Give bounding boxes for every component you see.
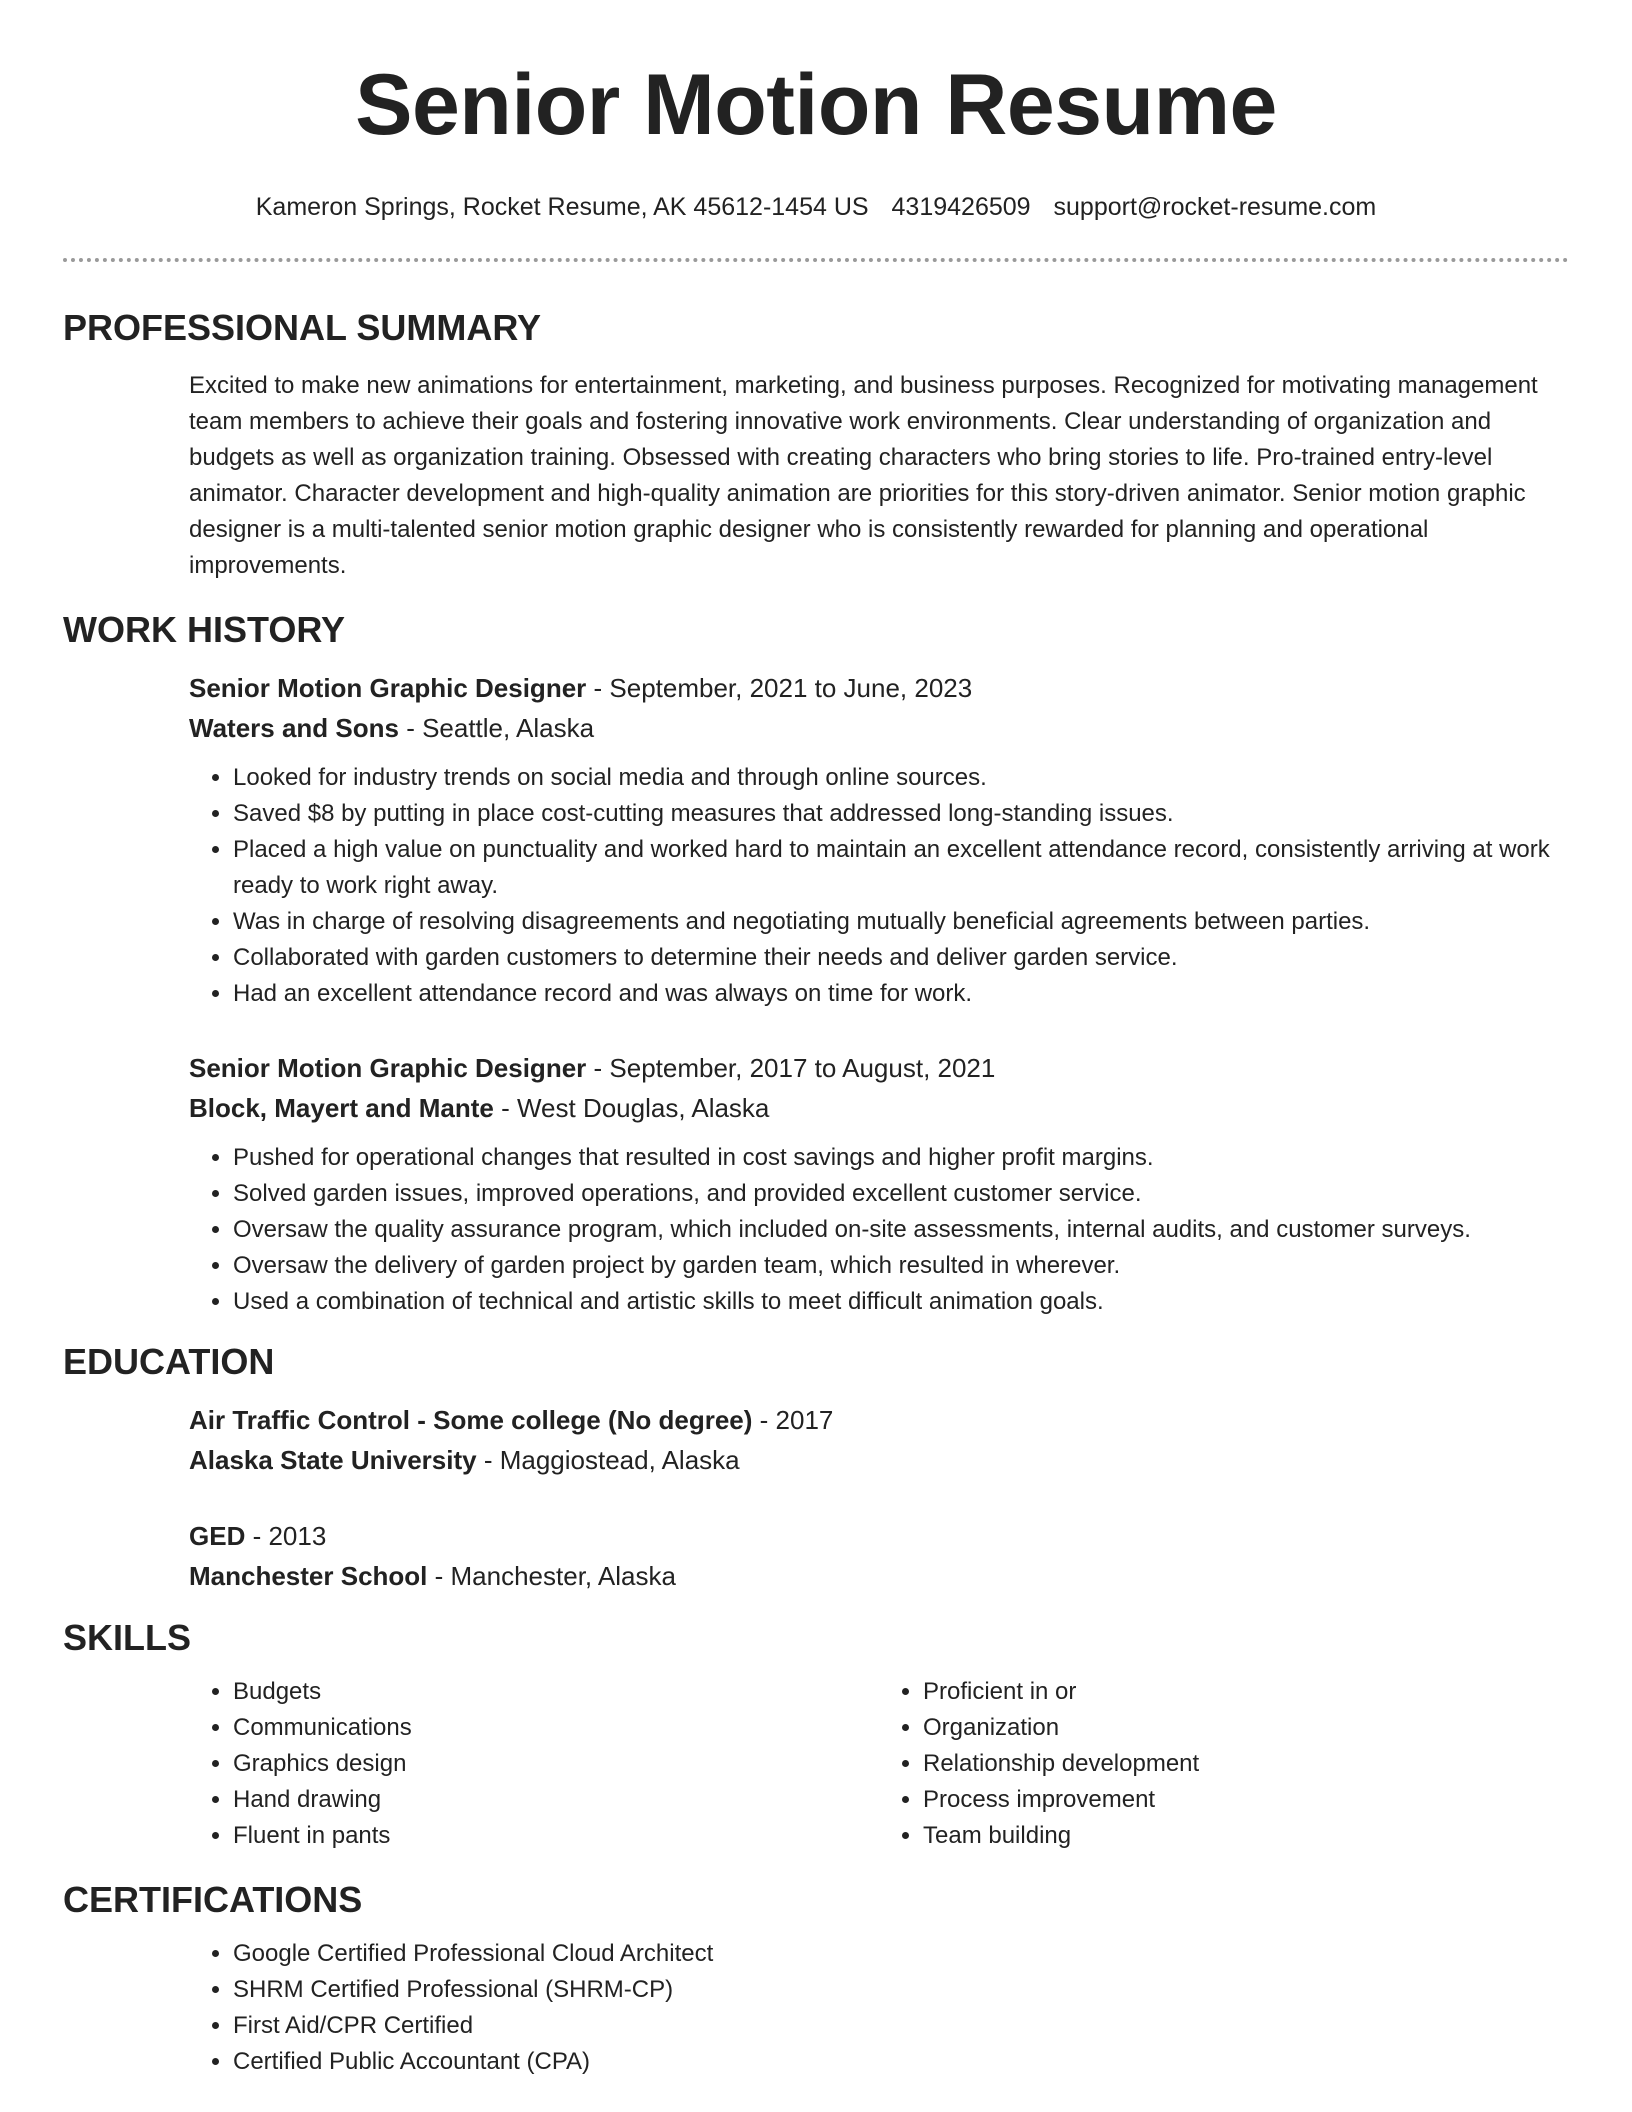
job-company-line — [189, 1088, 1569, 1128]
education-entry — [189, 1400, 1569, 1480]
job-title-line — [189, 668, 1569, 708]
skills-column-right — [879, 1674, 1569, 1854]
skills-column-left — [189, 1674, 879, 1854]
skill-item: • Communications — [233, 1710, 879, 1746]
school-line — [189, 1440, 1569, 1480]
skill-item: • Graphics design — [233, 1746, 879, 1782]
job-role: Senior Motion Graphic Designer — [189, 673, 587, 703]
job-bullet: • Pushed for operational changes that resulted in cost savings and higher profit margins. — [233, 1140, 1569, 1176]
job-bullet: • Was in charge of resolving disagreements and negotiating mutually beneficial agreements between parties. — [233, 904, 1569, 940]
job-location: - West Douglas, Alaska — [493, 1093, 770, 1123]
skills-list — [189, 1674, 1569, 1854]
work-history-heading: WORK HISTORY — [63, 609, 346, 650]
job-bullet: • Solved garden issues, improved operations, and provided excellent customer service. — [233, 1176, 1569, 1212]
skill-item: • Budgets — [233, 1674, 879, 1710]
job-role: Senior Motion Graphic Designer — [189, 1053, 587, 1083]
job-bullet: • Had an excellent attendance record and was always on time for work. — [233, 976, 1569, 1012]
job-entry — [189, 1048, 1569, 1320]
job-company: Block, Mayert and Mante — [189, 1093, 494, 1123]
job-bullet: • Collaborated with garden customers to determine their needs and deliver garden service. — [233, 940, 1569, 976]
contact-phone: 4319426509 — [891, 193, 1031, 221]
certifications-list — [189, 1936, 1569, 2080]
work-history-list — [189, 668, 1569, 1320]
skill-item: • Proficient in or — [923, 1674, 1569, 1710]
summary-heading: PROFESSIONAL SUMMARY — [63, 307, 542, 348]
degree-name: Air Traffic Control - Some college (No degree) — [189, 1405, 753, 1435]
certification-item: • First Aid/CPR Certified — [233, 2008, 1569, 2044]
job-bullets — [189, 1140, 1569, 1320]
school-name: Manchester School — [189, 1561, 428, 1591]
job-dates: - September, 2017 to August, 2021 — [586, 1053, 996, 1083]
header-divider — [63, 258, 1569, 262]
education-entry — [189, 1516, 1569, 1596]
job-company-line — [189, 708, 1569, 748]
school-location: - Manchester, Alaska — [427, 1561, 676, 1591]
resume-title: Senior Motion Resume — [355, 57, 1277, 153]
skill-item: • Fluent in pants — [233, 1818, 879, 1854]
skill-item: • Team building — [923, 1818, 1569, 1854]
degree-name: GED — [189, 1521, 246, 1551]
skill-item: • Relationship development — [923, 1746, 1569, 1782]
certifications-bullets — [189, 1936, 1569, 2080]
skills-heading: SKILLS — [63, 1617, 192, 1658]
school-line — [189, 1556, 1569, 1596]
job-dates: - September, 2021 to June, 2023 — [586, 673, 973, 703]
education-list — [189, 1400, 1569, 1596]
job-bullet: • Looked for industry trends on social media and through online sources. — [233, 760, 1569, 796]
skill-item: • Process improvement — [923, 1782, 1569, 1818]
degree-line — [189, 1400, 1569, 1440]
certifications-heading: CERTIFICATIONS — [63, 1879, 363, 1920]
job-bullet: • Oversaw the delivery of garden project by garden team, which resulted in wherever. — [233, 1248, 1569, 1284]
job-company: Waters and Sons — [189, 713, 399, 743]
job-title-line — [189, 1048, 1569, 1088]
skill-item: • Organization — [923, 1710, 1569, 1746]
certification-item: • SHRM Certified Professional (SHRM-CP) — [233, 1972, 1569, 2008]
school-name: Alaska State University — [189, 1445, 477, 1475]
contact-address: Kameron Springs, Rocket Resume, AK 45612-1454 US — [255, 193, 869, 221]
certification-item: • Certified Public Accountant (CPA) — [233, 2044, 1569, 2080]
summary-text: Excited to make new animations for entertainment, marketing, and business purposes. Recognized for motivating management team members to achieve their goals and fostering innovative work environments. Clear understanding of organization and budgets as well as organization training. Obsessed with creating characters who bring stories to life. Pro-trained entry-level animator. Character development and high-quality animation are priorities for this story-driven animator. Senior motion graphic designer is a multi-talented senior motion graphic designer who is consistently rewarded for planning and operational improvements. — [189, 372, 1538, 579]
degree-year: - 2013 — [245, 1521, 327, 1551]
school-location: - Maggiostead, Alaska — [476, 1445, 740, 1475]
degree-year: - 2017 — [752, 1405, 834, 1435]
job-bullet: • Used a combination of technical and artistic skills to meet difficult animation goals. — [233, 1284, 1569, 1320]
education-heading: EDUCATION — [63, 1341, 275, 1382]
contact-email: support@rocket-resume.com — [1053, 193, 1377, 221]
certification-item: • Google Certified Professional Cloud Architect — [233, 1936, 1569, 1972]
skill-item: • Hand drawing — [233, 1782, 879, 1818]
job-bullet: • Oversaw the quality assurance program, which included on-site assessments, internal audits, and customer surveys. — [233, 1212, 1569, 1248]
contact-line — [63, 190, 1569, 224]
job-entry — [189, 668, 1569, 1012]
job-location: - Seattle, Alaska — [398, 713, 595, 743]
job-bullet: • Saved $8 by putting in place cost-cutting measures that addressed long-standing issues. — [233, 796, 1569, 832]
degree-line — [189, 1516, 1569, 1556]
job-bullets — [189, 760, 1569, 1012]
job-bullet: • Placed a high value on punctuality and worked hard to maintain an excellent attendance record, consistently arriving at work ready to work right away. — [233, 832, 1569, 904]
